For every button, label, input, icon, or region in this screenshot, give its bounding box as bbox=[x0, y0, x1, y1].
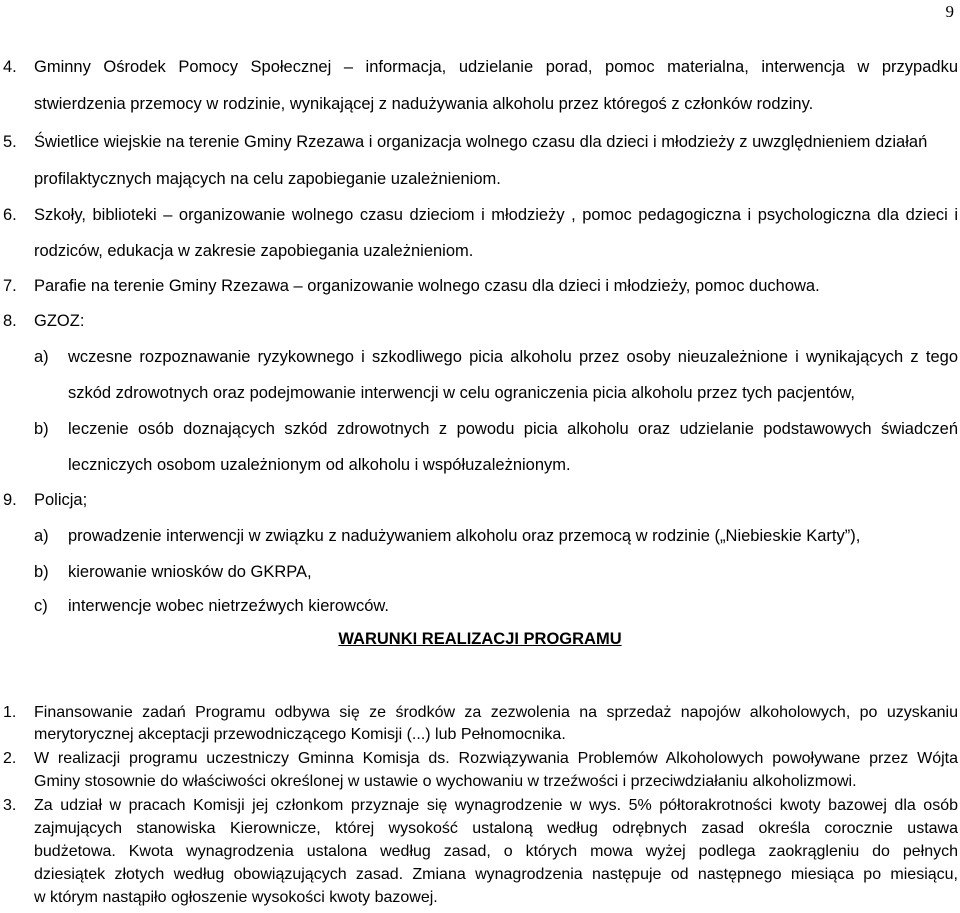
item-text: GZOZ: bbox=[34, 312, 85, 330]
item-text: zajmujących stanowiska Kierownicze, której wysokość ustaloną według odrębnych zasad określa corocznie ustawa bbox=[34, 820, 958, 837]
item-number: 3. bbox=[3, 797, 17, 814]
sub-item-text: szkód zdrowotnych oraz podejmowanie interwencji w celu ograniczenia picia alkoholu przez tych pacjentów, bbox=[68, 384, 855, 402]
sub-item-text: prowadzenie interwencji w związku z nadużywaniem alkoholu oraz przemocą w rodzinie („Niebieskie Karty”), bbox=[68, 527, 861, 545]
item-number: 6. bbox=[3, 206, 17, 224]
item-number: 1. bbox=[3, 704, 17, 721]
sub-item-text: interwencje wobec nietrzeźwych kierowców. bbox=[68, 597, 389, 615]
item-text: Za udział w pracach Komisji jej członkom przyznaje się wynagrodzenie w wys. 5% półtorakrotności kwoty bazowej dla osób bbox=[34, 797, 958, 814]
page-number: 9 bbox=[945, 2, 954, 21]
item-text: Świetlice wiejskie na terenie Gminy Rzezawa i organizacja wolnego czasu dla dzieci i młodzieży z uwzględnieniem działań bbox=[34, 133, 928, 151]
item-number: 8. bbox=[3, 312, 17, 330]
item-text: Policja; bbox=[34, 491, 88, 509]
item-number: 5. bbox=[3, 133, 17, 151]
sub-item-label: a) bbox=[34, 348, 49, 366]
section-heading: WARUNKI REALIZACJI PROGRAMU bbox=[338, 630, 622, 648]
sub-item-text: kierowanie wniosków do GKRPA, bbox=[68, 563, 312, 581]
item-text: Gminny Ośrodek Pomocy Społecznej – informacja, udzielanie porad, pomoc materialna, interwencja w przypadku bbox=[34, 58, 958, 76]
sub-item-text: wczesne rozpoznawanie ryzykownego i szkodliwego picia alkoholu przez osoby nieuzależnione i wynikających z tego bbox=[68, 348, 958, 366]
item-text: W realizacji programu uczestniczy Gminna Komisja ds. Rozwiązywania Problemów Alkoholowych powoływane przez Wójta bbox=[34, 750, 958, 767]
item-text: w którym nastąpiło ogłoszenie wysokości kwoty bazowej. bbox=[34, 889, 438, 906]
item-text: stwierdzenia przemocy w rodzinie, wynikającej z nadużywania alkoholu przez któregoś z członków rodziny. bbox=[34, 95, 814, 113]
item-text: dziesiątek złotych według obowiązujących zasad. Zmiana wynagrodzenia następuje od następnego miesiąca po miesiącu, bbox=[34, 866, 958, 883]
item-number: 9. bbox=[3, 491, 17, 509]
item-text: Szkoły, biblioteki – organizowanie wolnego czasu dzieciom i młodzieży , pomoc pedagogiczna i psychologiczna dla dzieci i bbox=[34, 206, 958, 224]
sub-item-label: a) bbox=[34, 527, 49, 545]
item-text: budżetowa. Kwota wynagrodzenia ustalona według zasad, o których mowa wyżej podlega zaokrągleniu do pełnych bbox=[34, 843, 958, 860]
item-text: Parafie na terenie Gminy Rzezawa – organizowanie wolnego czasu dla dzieci i młodzieży, pomoc duchowa. bbox=[34, 277, 820, 295]
sub-item-label: b) bbox=[34, 563, 49, 581]
item-text: rodziców, edukacja w zakresie zapobiegania uzależnieniom. bbox=[34, 242, 474, 260]
sub-item-text: leczniczych osobom uzależnionym od alkoholu i współuzależnionym. bbox=[68, 456, 571, 474]
item-text: Gminy stosownie do właściwości określonej w ustawie o wychowaniu w trzeźwości i przeciwdziałaniu alkoholizmowi. bbox=[34, 773, 857, 790]
sub-item-label: b) bbox=[34, 420, 49, 438]
item-text: Finansowanie zadań Programu odbywa się ze środków za zezwolenia na sprzedaż napojów alkoholowych, po uzyskaniu bbox=[34, 704, 958, 721]
item-text: merytorycznej akceptacji przewodniczącego Komisji (...) lub Pełnomocnika. bbox=[34, 726, 566, 743]
item-number: 2. bbox=[3, 750, 17, 767]
sub-item-label: c) bbox=[34, 597, 48, 615]
sub-item-text: leczenie osób doznających szkód zdrowotnych z powodu picia alkoholu oraz udzielanie podstawowych świadczeń bbox=[68, 420, 958, 438]
item-number: 7. bbox=[3, 277, 17, 295]
item-number: 4. bbox=[3, 58, 17, 76]
item-text: profilaktycznych mających na celu zapobieganie uzależnieniom. bbox=[34, 170, 501, 188]
